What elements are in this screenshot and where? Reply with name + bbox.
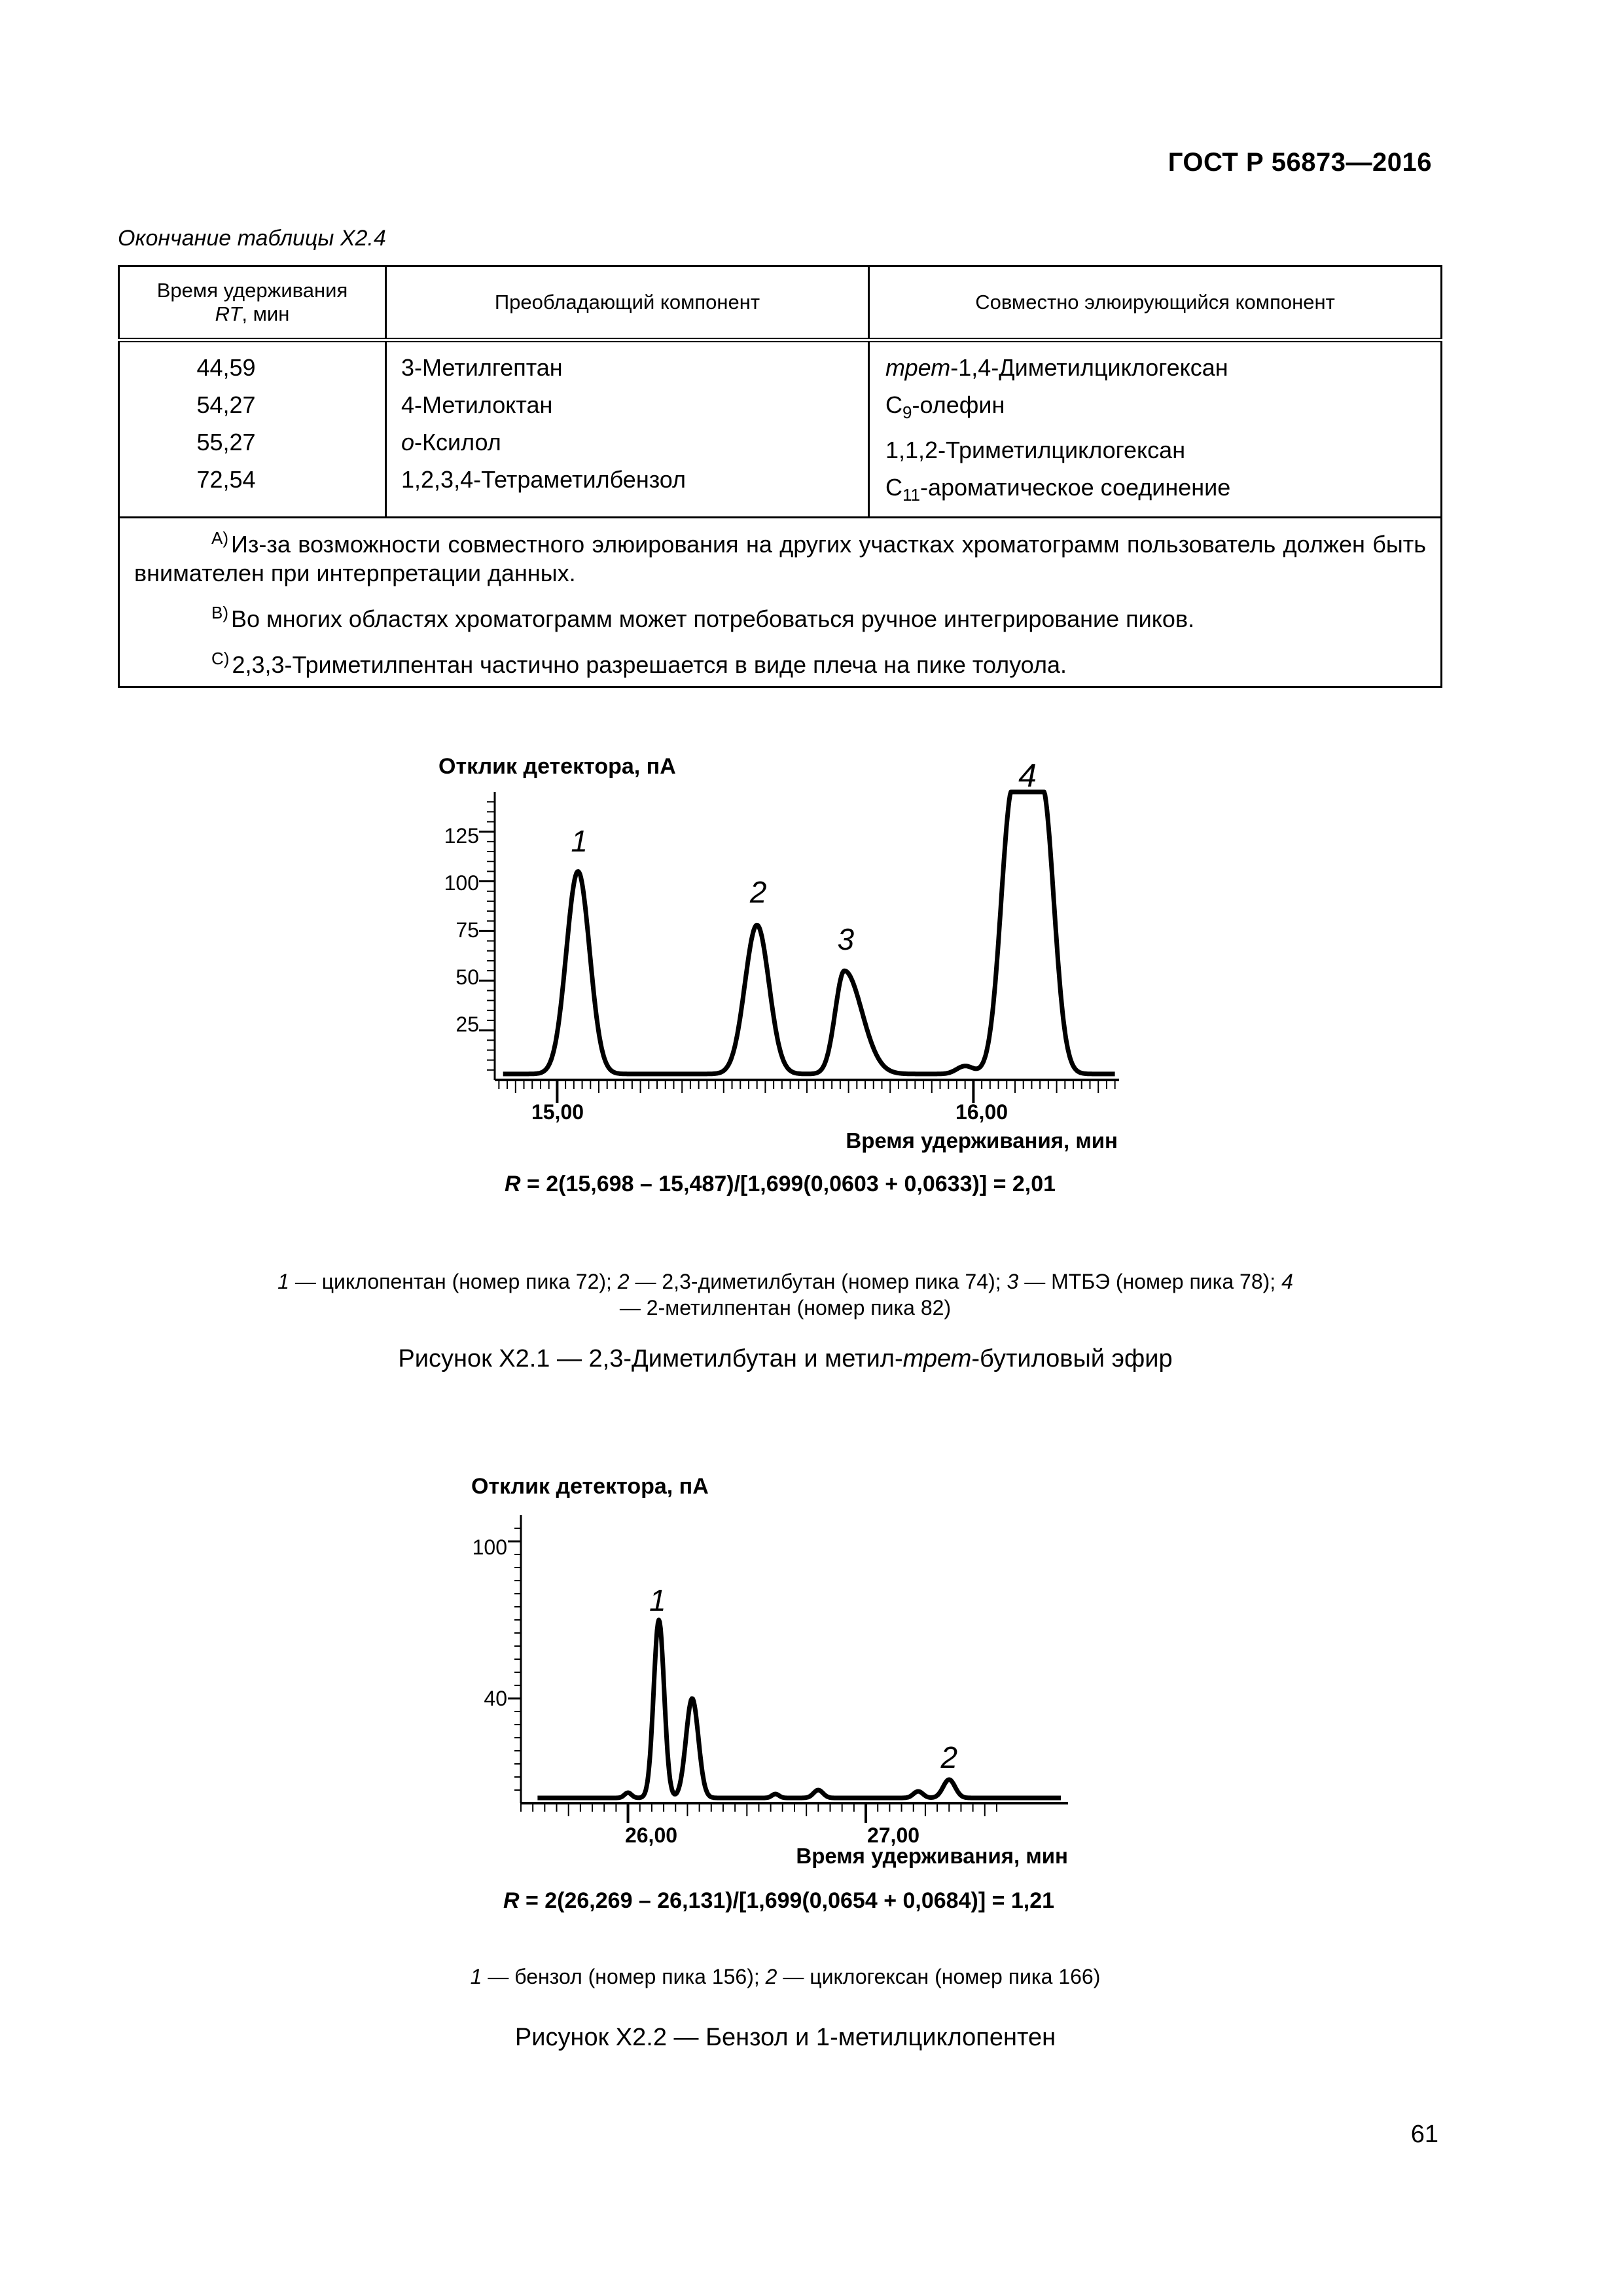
figure2-legend: 1 — бензол (номер пика 156); 2 — циклогексан (номер пика 166) <box>470 1965 1101 1988</box>
table-cell: трет-1,4-Диметилциклогексан <box>885 354 1228 381</box>
chart2-ytick-40: 40 <box>484 1687 507 1710</box>
chart1-xtick-16: 16,00 <box>955 1100 1008 1124</box>
note-a: $^{A)}$ Из-за возможности совместного элюирования на других участках хроматограмм пользователь должен быть внимателен при интерпретации данных. <box>134 528 1426 587</box>
chart2-xtick-26: 26,00 <box>624 1823 678 1847</box>
peak-label-4: 4 <box>1018 757 1037 794</box>
header-retention-time: Время удерживания RT, мин <box>119 266 386 340</box>
table-cell: 55,27 <box>196 429 256 456</box>
chart1-trace <box>503 792 1115 1074</box>
header-main-component: Преобладающий компонент <box>386 266 869 340</box>
table-cell: 1,2,3,4-Тетраметилбензол <box>401 466 687 493</box>
table-cell: 4-Метилоктан <box>401 391 553 418</box>
table-notes <box>119 518 1442 687</box>
table-cell: $C_{11}$-ароматическое соединение <box>885 474 1231 505</box>
chart1-ytick-75: 75 <box>455 918 479 942</box>
chart2-xlabel: Время удерживания, мин <box>796 1844 1068 1868</box>
coeluting-component-column <box>869 340 1442 518</box>
note-c: $^{C)}$ 2,3,3-Триметилпентан частично разрешается в виде плеча на пике толуола. <box>211 649 1067 679</box>
header-coeluting-component: Совместно элюирующийся компонент <box>869 266 1442 340</box>
chart1-ylabel: Отклик детектора, пА <box>438 754 676 779</box>
chart1-x-minor-ticks <box>499 1080 1115 1103</box>
table-cell: 44,59 <box>196 354 256 381</box>
note-b: $^{B)}$ Во многих областях хроматограмм может потребоваться ручное интегрирование пиков. <box>211 603 1195 633</box>
chart1-xlabel: Время удерживания, мин <box>846 1128 1118 1153</box>
table-cell: $C_9$-олефин <box>885 391 1005 423</box>
peak-label-1: 1 <box>571 824 588 858</box>
peak-label-3: 3 <box>837 922 855 956</box>
table-cell: 1,1,2-Триметилциклогексан <box>885 437 1186 464</box>
page-number: 61 <box>1410 2121 1438 2148</box>
chart1-xtick-15: 15,00 <box>531 1100 584 1124</box>
figure2-caption: Рисунок X2.2 — Бензол и 1-метилциклопентен <box>514 2024 1056 2051</box>
table-cell: 3-Метилгептан <box>401 354 563 381</box>
chart1-ytick-100: 100 <box>444 871 479 895</box>
figure1-legend: 1 — циклопентан (номер пика 72); 2 — 2,3-диметилбутан (номер пика 74); 3 — МТБЭ (номер пика 78); 4 — 2-метилпентан (номер пика 82) <box>277 1270 1293 1319</box>
chart2-y-minor-ticks <box>508 1528 521 1790</box>
retention-table <box>118 265 1442 688</box>
peak-label-2: 2 <box>749 875 767 909</box>
table-cell: 54,27 <box>196 391 256 418</box>
chromatogram-2 <box>458 1460 1113 1918</box>
main-component-column <box>386 340 869 518</box>
table-cell: 72,54 <box>196 466 256 493</box>
peak-label-1: 1 <box>649 1583 666 1617</box>
chart2-trace <box>537 1620 1061 1798</box>
chart2-xtick-27: 27,00 <box>866 1823 920 1847</box>
chart2-ytick-100: 100 <box>472 1535 507 1559</box>
retention-time-column <box>119 340 386 518</box>
chart2-ylabel: Отклик детектора, пА <box>471 1474 709 1499</box>
chromatogram-1 <box>419 740 1152 1198</box>
chart1-ytick-25: 25 <box>455 1013 479 1036</box>
figure1-caption: Рисунок X2.1 — 2,3-Диметилбутан и метил-трет-бутиловый эфир <box>398 1345 1173 1372</box>
table-cell: о-Ксилол <box>401 429 501 456</box>
table-caption: Окончание таблицы X2.4 <box>118 226 386 251</box>
standard-header: ГОСТ Р 56873—2016 <box>1168 148 1432 177</box>
chart2-x-minor-ticks <box>521 1803 997 1823</box>
chart1-ytick-125: 125 <box>444 824 479 848</box>
chart1-ytick-50: 50 <box>455 965 479 989</box>
peak-label-2: 2 <box>940 1740 958 1774</box>
chart1-formula: R = 2(15,698 – 15,487)/[1,699(0,0603 + 0,0633)] = 2,01 <box>504 1172 1056 1196</box>
chart2-formula: R = 2(26,269 – 26,131)/[1,699(0,0654 + 0,0684)] = 1,21 <box>503 1888 1055 1913</box>
chart1-y-minor-ticks <box>479 802 495 1070</box>
